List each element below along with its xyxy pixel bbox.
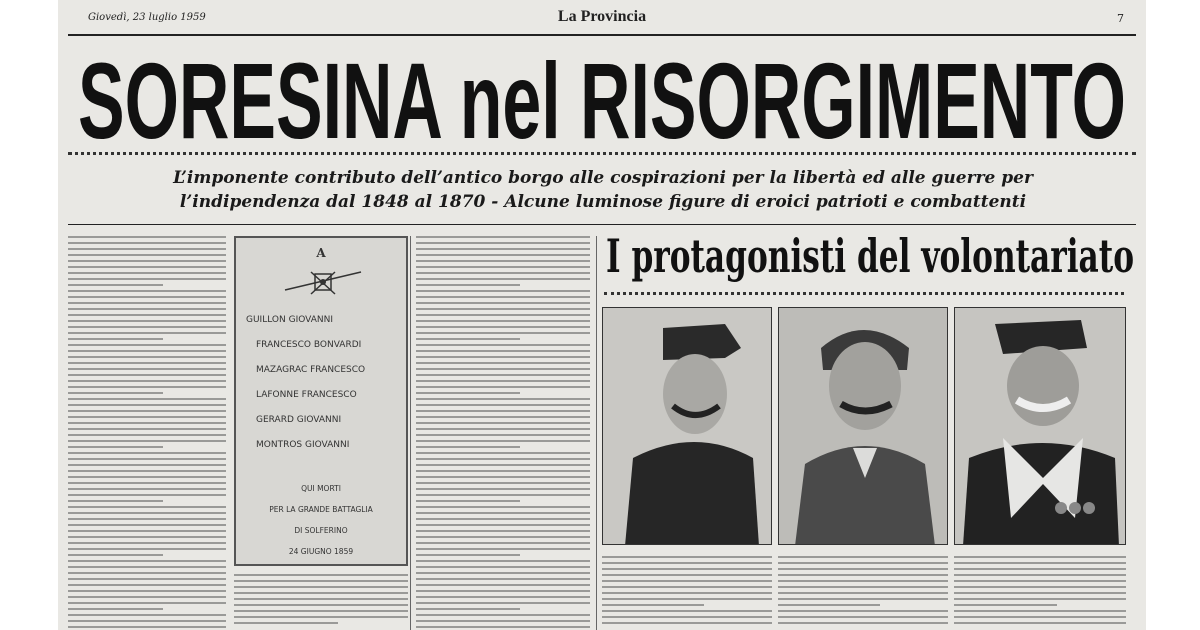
illegible-text-line (416, 488, 590, 490)
illegible-text-line (68, 308, 226, 310)
illegible-text-line (234, 610, 408, 612)
illegible-text-line (68, 338, 163, 340)
illegible-text-line (416, 308, 590, 310)
illegible-text-line (68, 584, 226, 586)
illegible-text-line (778, 568, 948, 570)
plaque-footer-line: PER LA GRANDE BATTAGLIA (269, 505, 373, 514)
illegible-text-line (68, 602, 226, 604)
illegible-text-line (602, 556, 772, 558)
illegible-text-line (68, 596, 226, 598)
article-column-2 (416, 236, 590, 630)
illegible-text-line (416, 284, 520, 286)
illegible-text-line (416, 530, 590, 532)
illegible-text-line (416, 590, 590, 592)
illegible-text-line (416, 446, 520, 448)
photo-caption-3 (954, 556, 1126, 630)
illegible-text-line (416, 464, 590, 466)
subhead-rule (68, 224, 1136, 225)
illegible-text-line (68, 440, 226, 442)
illegible-text-line (416, 386, 590, 388)
section-rule (604, 292, 1124, 295)
illegible-text-line (416, 302, 590, 304)
photo-caption-2 (778, 556, 948, 630)
illegible-text-line (416, 356, 590, 358)
illegible-text-line (68, 590, 226, 592)
section-title (598, 228, 1143, 284)
illegible-text-line (602, 622, 772, 624)
illegible-text-line (416, 314, 590, 316)
portrait-old-man-medals (955, 308, 1126, 545)
illegible-text-line (416, 326, 590, 328)
illegible-text-line (68, 620, 226, 622)
illegible-text-line (68, 314, 226, 316)
illegible-text-line (416, 260, 590, 262)
illegible-text-line (68, 254, 226, 256)
illegible-text-line (68, 386, 226, 388)
illegible-text-line (68, 464, 226, 466)
illegible-text-line (234, 622, 338, 624)
illegible-text-line (416, 362, 590, 364)
illegible-text-line (416, 254, 590, 256)
illegible-text-line (602, 610, 772, 612)
plaque-name: LAFONNE FRANCESCO (256, 390, 357, 400)
illegible-text-line (416, 608, 520, 610)
illegible-text-line (778, 562, 948, 564)
illegible-text-line (416, 596, 590, 598)
illegible-text-line (68, 458, 226, 460)
illegible-text-line (234, 592, 408, 594)
illegible-text-line (68, 302, 226, 304)
illegible-text-line (954, 610, 1126, 612)
illegible-text-line (416, 236, 590, 238)
illegible-text-line (416, 296, 590, 298)
illegible-text-line (954, 568, 1126, 570)
headline (58, 42, 1146, 150)
headline-text: SORESINA nel RISORGIMENTO (78, 42, 1126, 150)
illegible-text-line (416, 350, 590, 352)
illegible-text-line (416, 470, 590, 472)
illegible-text-line (68, 242, 226, 244)
illegible-text-line (234, 574, 408, 576)
illegible-text-line (778, 580, 948, 582)
illegible-text-line (68, 536, 226, 538)
illegible-text-line (416, 278, 590, 280)
illegible-text-line (68, 434, 226, 436)
illegible-text-line (68, 608, 163, 610)
illegible-text-line (68, 266, 226, 268)
illegible-text-line (68, 494, 226, 496)
plaque-footer-line: DI SOLFERINO (294, 526, 348, 535)
headline-svg (58, 42, 1146, 150)
illegible-text-line (68, 260, 226, 262)
illegible-text-line (416, 338, 520, 340)
illegible-text-line (68, 398, 226, 400)
plaque-emblem-icon (281, 264, 365, 300)
illegible-text-line (954, 562, 1126, 564)
illegible-text-line (68, 626, 226, 628)
illegible-text-line (416, 320, 590, 322)
illegible-text-line (416, 404, 590, 406)
illegible-text-line (954, 580, 1126, 582)
page-number: 7 (1117, 12, 1124, 25)
illegible-text-line (416, 266, 590, 268)
illegible-text-line (416, 566, 590, 568)
plaque-names (246, 308, 400, 458)
illegible-text-line (416, 392, 520, 394)
illegible-text-line (602, 592, 772, 594)
illegible-text-line (416, 476, 590, 478)
headline-rule (68, 152, 1136, 155)
illegible-text-line (416, 572, 590, 574)
portrait-photo-1 (602, 307, 772, 545)
plaque-footer (236, 478, 406, 562)
illegible-text-line (68, 350, 226, 352)
illegible-text-line (68, 296, 226, 298)
illegible-text-line (68, 290, 226, 292)
illegible-text-line (68, 236, 226, 238)
portrait-photo-3 (954, 307, 1126, 545)
illegible-text-line (416, 290, 590, 292)
illegible-text-line (416, 512, 590, 514)
illegible-text-line (68, 428, 226, 430)
illegible-text-line (234, 616, 408, 618)
illegible-text-line (416, 620, 590, 622)
plaque-name: GUILLON GIOVANNI (246, 315, 334, 325)
illegible-text-line (416, 380, 590, 382)
illegible-text-line (416, 548, 590, 550)
illegible-text-line (68, 542, 226, 544)
illegible-text-line (68, 452, 226, 454)
portrait-man-mustache (779, 308, 948, 545)
illegible-text-line (416, 368, 590, 370)
illegible-text-line (68, 326, 226, 328)
illegible-text-line (68, 614, 226, 616)
illegible-text-line (68, 272, 226, 274)
newspaper-page (58, 0, 1146, 630)
illegible-text-line (68, 530, 226, 532)
illegible-text-line (416, 602, 590, 604)
illegible-text-line (416, 374, 590, 376)
illegible-text-line (68, 470, 226, 472)
plaque-caption (234, 574, 408, 630)
illegible-text-line (68, 416, 226, 418)
illegible-text-line (416, 398, 590, 400)
illegible-text-line (602, 586, 772, 588)
illegible-text-line (778, 574, 948, 576)
illegible-text-line (68, 392, 163, 394)
plaque-name: MONTROS GIOVANNI (256, 440, 350, 450)
illegible-text-line (68, 554, 163, 556)
illegible-text-line (416, 542, 590, 544)
illegible-text-line (416, 584, 590, 586)
illegible-text-line (416, 578, 590, 580)
illegible-text-line (416, 242, 590, 244)
portrait-photo-2 (778, 307, 948, 545)
illegible-text-line (68, 488, 226, 490)
illegible-text-line (68, 422, 226, 424)
illegible-text-line (68, 320, 226, 322)
illegible-text-line (954, 586, 1126, 588)
illegible-text-line (954, 556, 1126, 558)
paper-name: La Provincia (557, 8, 647, 25)
column-divider (596, 236, 597, 630)
illegible-text-line (416, 434, 590, 436)
illegible-text-line (778, 598, 948, 600)
illegible-text-line (68, 548, 226, 550)
illegible-text-line (778, 610, 948, 612)
illegible-text-line (416, 560, 590, 562)
illegible-text-line (416, 614, 590, 616)
illegible-text-line (416, 332, 590, 334)
illegible-text-line (234, 586, 408, 588)
illegible-text-line (68, 482, 226, 484)
illegible-text-line (68, 524, 226, 526)
plaque-footer-line: 24 GIUGNO 1859 (288, 547, 354, 556)
illegible-text-line (68, 572, 226, 574)
illegible-text-line (416, 536, 590, 538)
illegible-text-line (68, 566, 226, 568)
illegible-text-line (416, 554, 520, 556)
illegible-text-line (416, 422, 590, 424)
illegible-text-line (234, 580, 408, 582)
section-title-text: I protagonisti del volontariato (606, 229, 1134, 283)
illegible-text-line (778, 616, 948, 618)
illegible-text-line (416, 500, 520, 502)
illegible-text-line (954, 604, 1057, 606)
illegible-text-line (416, 428, 590, 430)
section-title-svg (598, 228, 1143, 284)
illegible-text-line (68, 578, 226, 580)
plaque-footer-line: QUI MORTI (301, 484, 341, 493)
masthead-rule (68, 34, 1136, 36)
illegible-text-line (416, 248, 590, 250)
illegible-text-line (68, 518, 226, 520)
illegible-text-line (416, 518, 590, 520)
illegible-text-line (68, 344, 226, 346)
illegible-text-line (602, 568, 772, 570)
illegible-text-line (416, 524, 590, 526)
illegible-text-line (68, 476, 226, 478)
illegible-text-line (954, 616, 1126, 618)
photo-caption-1 (602, 556, 772, 630)
illegible-text-line (68, 410, 226, 412)
illegible-text-line (778, 592, 948, 594)
plaque-name: MAZAGRAC FRANCESCO (256, 365, 366, 375)
illegible-text-line (954, 592, 1126, 594)
illegible-text-line (68, 332, 226, 334)
illegible-text-line (602, 616, 772, 618)
illegible-text-line (68, 500, 163, 502)
plaque-letter: A (316, 246, 326, 260)
illegible-text-line (778, 586, 948, 588)
illegible-text-line (602, 574, 772, 576)
illegible-text-line (416, 410, 590, 412)
illegible-text-line (68, 356, 226, 358)
illegible-text-line (602, 604, 704, 606)
illegible-text-line (234, 598, 408, 600)
illegible-text-line (416, 452, 590, 454)
issue-date: Giovedì, 23 luglio 1959 (88, 12, 206, 23)
illegible-text-line (416, 482, 590, 484)
illegible-text-line (68, 446, 163, 448)
illegible-text-line (234, 604, 408, 606)
memorial-plaque (234, 236, 408, 566)
illegible-text-line (68, 380, 226, 382)
illegible-text-line (68, 362, 226, 364)
illegible-text-line (602, 580, 772, 582)
subheadline-line-2: l’indipendenza dal 1848 al 1870 - Alcune luminose figure di eroici patrioti e combattenti (179, 192, 1027, 212)
illegible-text-line (68, 374, 226, 376)
illegible-text-line (778, 556, 948, 558)
illegible-text-line (416, 626, 590, 628)
illegible-text-line (68, 368, 226, 370)
illegible-text-line (416, 506, 590, 508)
plaque-name: GERARD GIOVANNI (256, 415, 342, 425)
portrait-young-man-cap (603, 308, 772, 545)
illegible-text-line (416, 416, 590, 418)
illegible-text-line (68, 512, 226, 514)
column-divider (410, 236, 411, 630)
illegible-text-line (416, 272, 590, 274)
illegible-text-line (68, 278, 226, 280)
illegible-text-line (778, 604, 880, 606)
illegible-text-line (416, 494, 590, 496)
plaque-name: FRANCESCO BONVARDI (256, 340, 362, 350)
illegible-text-line (602, 598, 772, 600)
illegible-text-line (954, 598, 1126, 600)
illegible-text-line (602, 562, 772, 564)
subheadline-line-1: L’imponente contributo dell’antico borgo alle cospirazioni per la libertà ed alle guerre per (173, 168, 1033, 188)
illegible-text-line (68, 506, 226, 508)
subheadline (128, 166, 1078, 214)
illegible-text-line (416, 344, 590, 346)
illegible-text-line (954, 622, 1126, 624)
illegible-text-line (954, 574, 1126, 576)
illegible-text-line (68, 248, 226, 250)
illegible-text-line (416, 440, 590, 442)
article-column-1 (68, 236, 226, 630)
illegible-text-line (68, 284, 163, 286)
masthead (58, 8, 1146, 30)
illegible-text-line (68, 560, 226, 562)
illegible-text-line (416, 458, 590, 460)
illegible-text-line (68, 404, 226, 406)
illegible-text-line (778, 622, 948, 624)
